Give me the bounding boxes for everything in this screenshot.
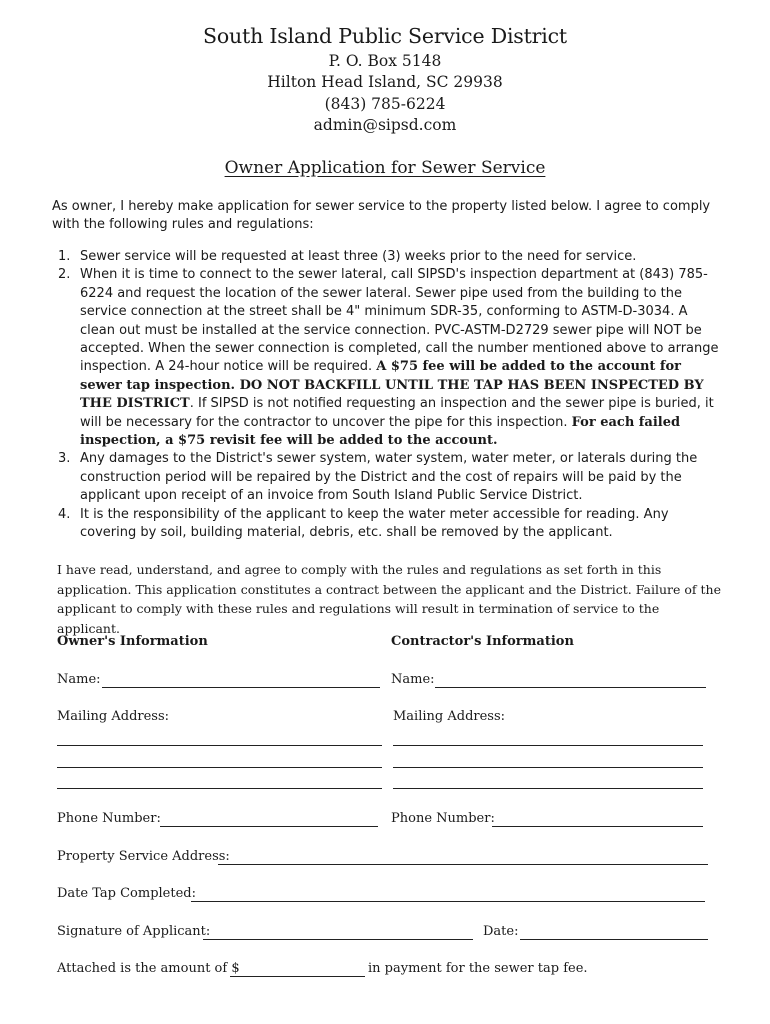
- property-address-field[interactable]: [218, 864, 708, 865]
- contractor-address-line-1[interactable]: [393, 745, 703, 746]
- rule-item: [58, 266, 720, 450]
- org-email: admin@sipsd.com: [313, 116, 457, 134]
- rule-number: 3.: [58, 451, 71, 467]
- acknowledgement-paragraph: I have read, understand, and agree to comply with the rules and regulations as set forth in this application. This application constitutes a contract between the applicant and the District. Failure of the applicant to comply with these rules and regulations will result in termination of service to the applicant.: [57, 562, 721, 636]
- rule-text: . If SIPSD is not notified requesting an inspection and the sewer pipe is buried, it will be necessary for the contractor to uncover the pipe for this inspection.: [80, 396, 714, 430]
- owner-info-heading: Owner's Information: [57, 634, 208, 649]
- owner-phone-field[interactable]: [160, 826, 378, 827]
- intro-paragraph: As owner, I hereby make application for sewer service to the property listed below. I agree to comply with the following rules and regulations:: [52, 199, 711, 232]
- contractor-name-label: Name:: [391, 672, 435, 687]
- rules-list: [58, 248, 720, 543]
- owner-phone-label: Phone Number:: [57, 811, 161, 826]
- contractor-phone-label: Phone Number:: [391, 811, 495, 826]
- contractor-name-field[interactable]: [435, 687, 706, 688]
- city-address: Hilton Head Island, SC 29938: [267, 73, 503, 91]
- rule-text: Sewer service will be requested at least three (3) weeks prior to the need for service.: [80, 249, 637, 264]
- rule-number: 4.: [58, 506, 71, 522]
- rule-text: It is the responsibility of the applicant to keep the water meter accessible for reading. Any covering by soil, building material, debris, etc. shall be removed by the applicant.: [80, 506, 669, 541]
- payment-prefix: Attached is the amount of $: [57, 961, 240, 976]
- signature-field[interactable]: [203, 939, 473, 940]
- revisit-fee-notice: For each failed inspection, a $75 revisit fee will be added to the account.: [80, 414, 681, 449]
- contractor-address-line-3[interactable]: [393, 788, 703, 789]
- owner-address-line-1[interactable]: [57, 745, 382, 746]
- rule-number: 2.: [58, 267, 71, 283]
- owner-name-label: Name:: [57, 672, 101, 687]
- payment-amount-field[interactable]: [230, 976, 365, 977]
- form-title: Owner Application for Sewer Service: [224, 158, 546, 178]
- fee-notice: A $75 fee will be added to the account for sewer tap inspection. DO NOT BACKFILL UNTIL THE TAP HAS BEEN INSPECTED BY THE DISTRICT: [80, 359, 704, 412]
- date-tap-label: Date Tap Completed:: [57, 886, 196, 901]
- contractor-phone-field[interactable]: [492, 826, 703, 827]
- rule-item: [58, 450, 720, 505]
- rule-text: When it is time to connect to the sewer lateral, call SIPSD's inspection department at (843) 785-6224 and request the location of the sewer lateral. Sewer pipe used from the building to the service connection at the street shall be 4" minimum SDR-35, conforming to ASTM-D-3034. A clean out must be installed at the service connection. PVC-ASTM-D2729 sewer pipe will NOT be accepted. When the sewer connection is completed, call the number mentioned above to arrange inspection. A 24-hour notice will be required.: [80, 267, 719, 375]
- rule-item: [58, 506, 720, 543]
- owner-address-label: Mailing Address:: [57, 709, 170, 724]
- contractor-address-label: Mailing Address:: [393, 709, 506, 724]
- rule-item: [58, 248, 720, 266]
- owner-address-line-2[interactable]: [57, 767, 382, 768]
- date-tap-field[interactable]: [191, 901, 705, 902]
- date-label: Date:: [483, 924, 519, 939]
- property-address-label: Property Service Address:: [57, 849, 230, 864]
- po-box: P. O. Box 5148: [328, 52, 442, 70]
- org-name: South Island Public Service District: [203, 24, 567, 48]
- contractor-info-heading: Contractor's Information: [391, 634, 574, 649]
- owner-name-field[interactable]: [102, 687, 380, 688]
- rule-number: 1.: [58, 249, 71, 264]
- owner-address-line-3[interactable]: [57, 788, 382, 789]
- contractor-address-line-2[interactable]: [393, 767, 703, 768]
- rule-text: Any damages to the District's sewer system, water system, water meter, or laterals during the construction period will be repaired by the District and the cost of repairs will be paid by the applicant upon receipt of an invoice from South Island Public Service District.: [80, 451, 698, 504]
- payment-suffix: in payment for the sewer tap fee.: [368, 961, 588, 976]
- date-field[interactable]: [520, 939, 708, 940]
- signature-label: Signature of Applicant:: [57, 924, 211, 939]
- org-phone: (843) 785-6224: [324, 95, 446, 113]
